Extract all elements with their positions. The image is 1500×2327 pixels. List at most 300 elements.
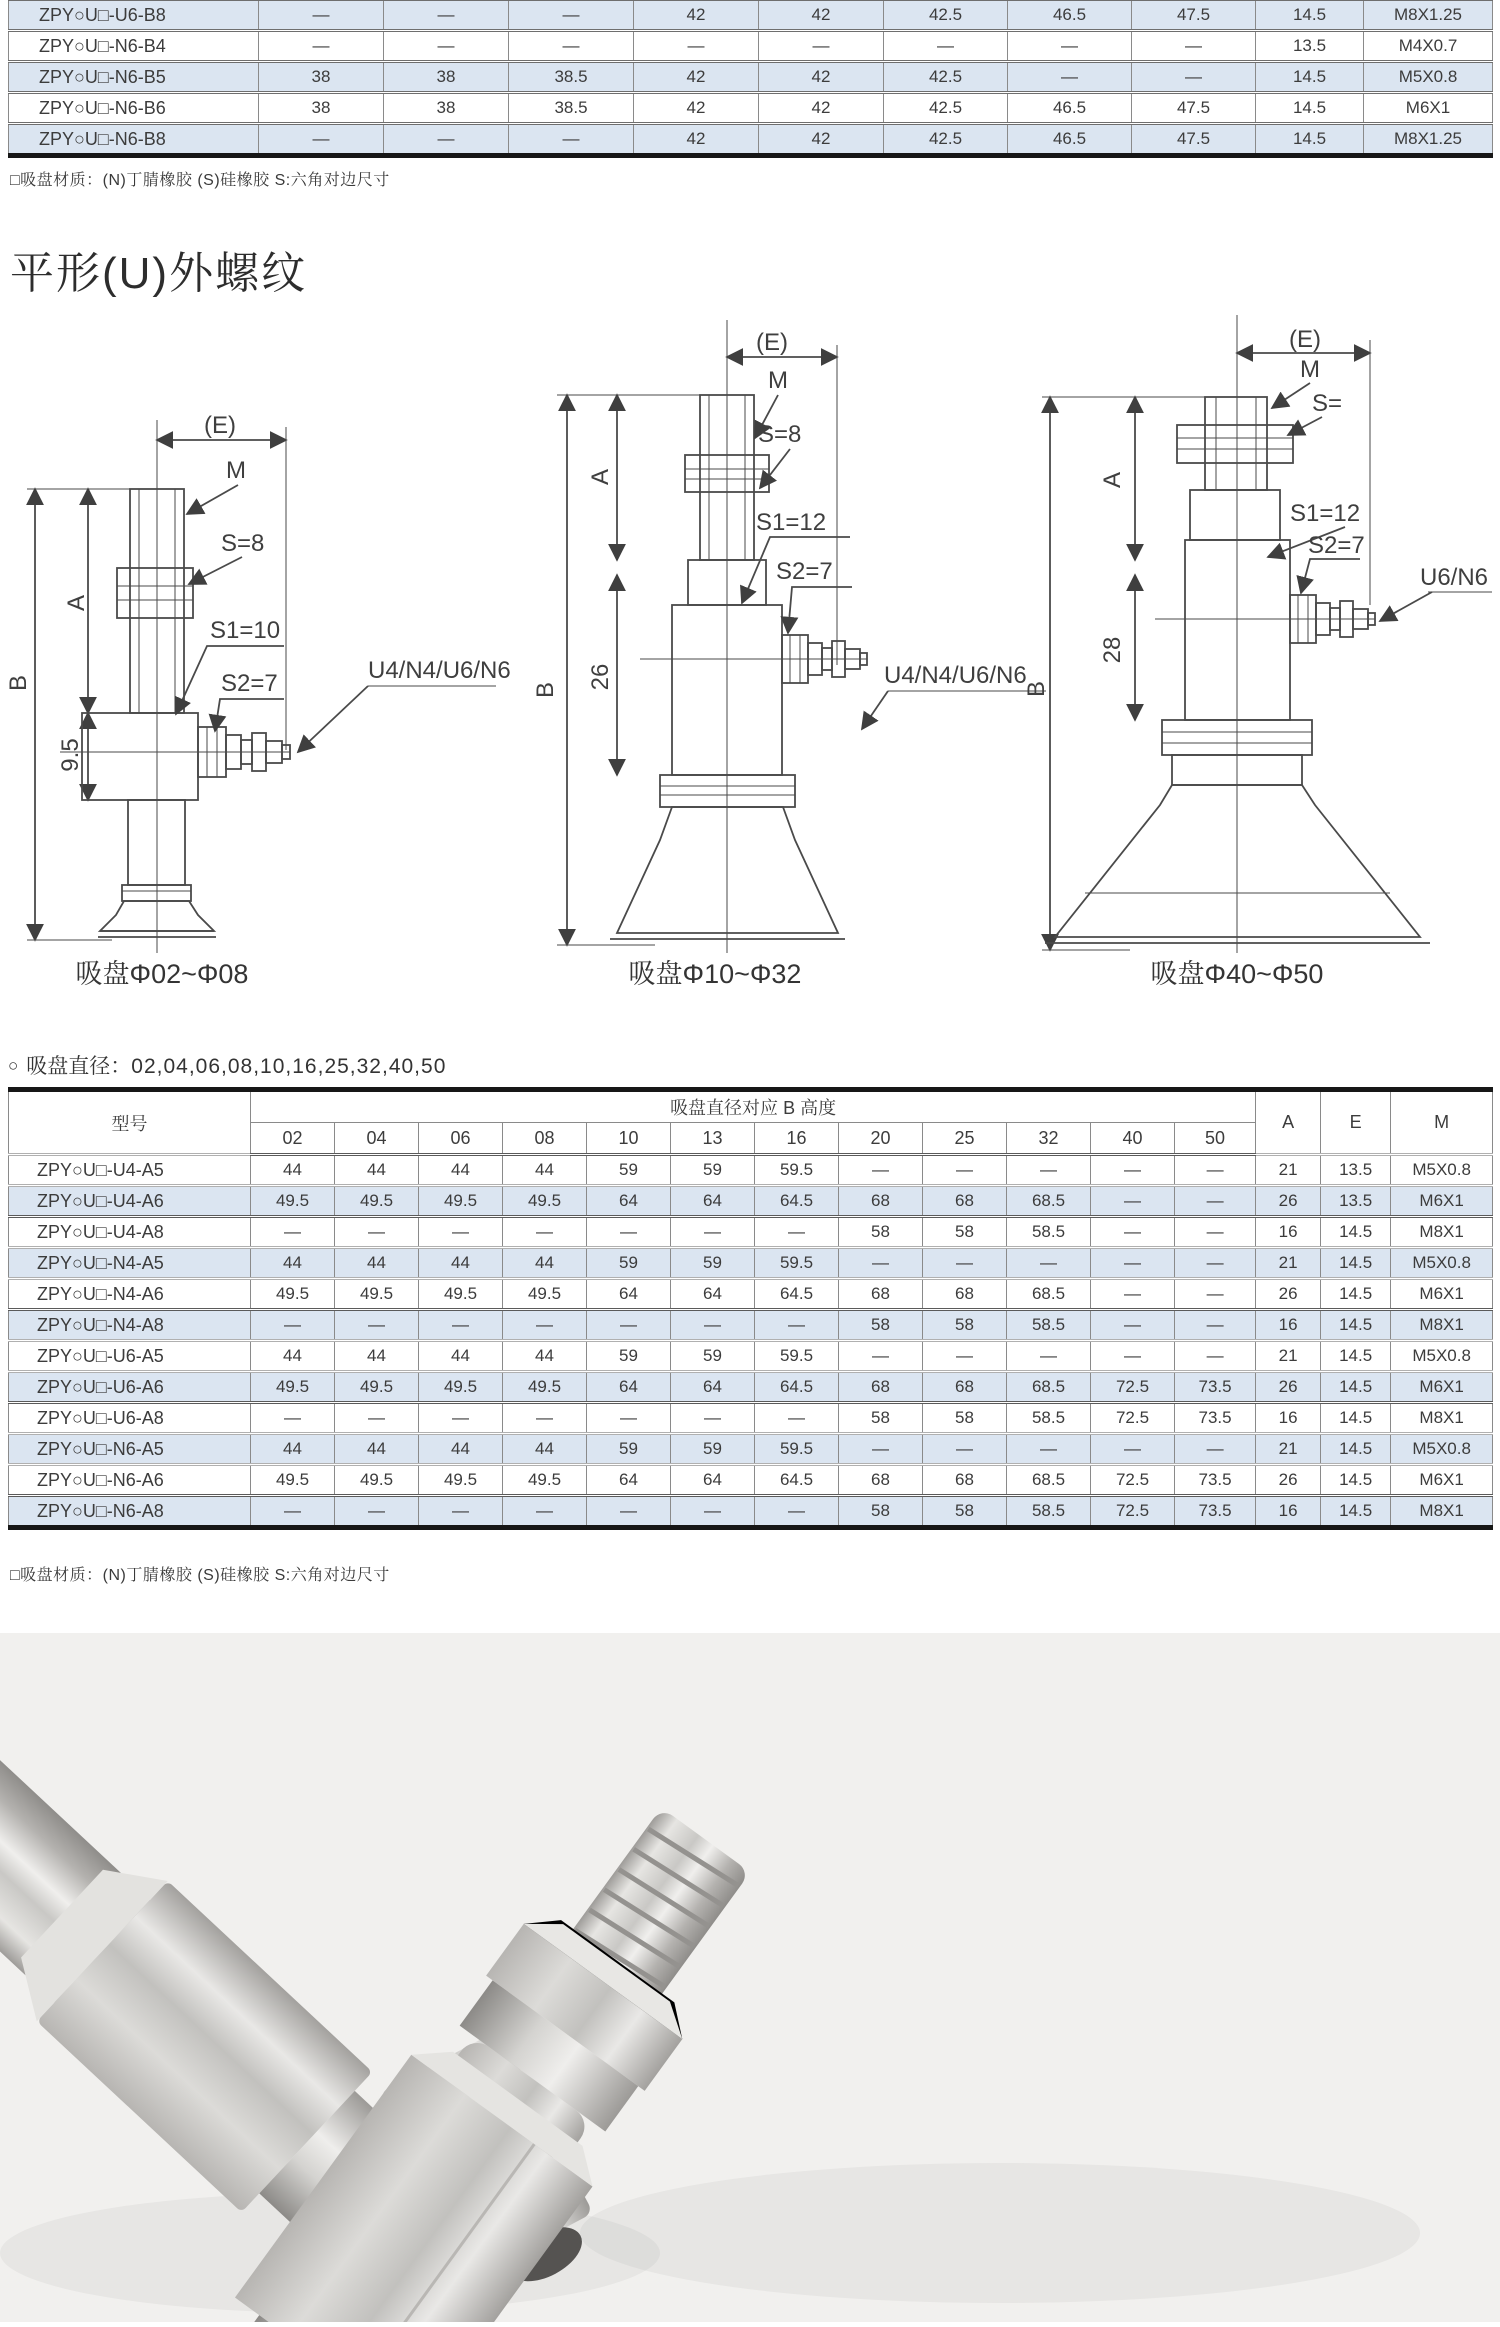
dim-b-label: B	[1023, 680, 1050, 698]
value-cell: 49.5	[251, 1465, 335, 1496]
value-cell: —	[335, 1310, 419, 1341]
value-cell: 64.5	[755, 1465, 839, 1496]
value-cell: 49.5	[335, 1279, 419, 1310]
value-cell: 64.5	[755, 1186, 839, 1217]
col-e-header: E	[1321, 1090, 1391, 1155]
value-cell: 38	[384, 93, 509, 124]
bseries-spec-table	[8, 0, 1493, 158]
value-cell: M6X1	[1391, 1186, 1493, 1217]
value-cell: 42	[759, 124, 884, 156]
value-cell: —	[1007, 1155, 1091, 1186]
model-cell: ZPY○U□-U4-A5	[9, 1155, 251, 1186]
value-cell: —	[1175, 1217, 1256, 1248]
value-cell: —	[384, 0, 509, 31]
value-cell: —	[1175, 1155, 1256, 1186]
value-cell: 44	[503, 1434, 587, 1465]
value-cell: 38.5	[509, 93, 634, 124]
dim-s1-label: S1=10	[210, 617, 281, 644]
value-cell: —	[755, 1310, 839, 1341]
aseries-spec-table	[8, 1087, 1493, 1530]
value-cell: 44	[419, 1155, 503, 1186]
dim-m-label: M	[1300, 356, 1320, 383]
value-cell: —	[1007, 1341, 1091, 1372]
value-cell: —	[259, 31, 384, 62]
value-cell: 44	[251, 1155, 335, 1186]
drawing-caption: 吸盘Φ02~Φ08	[75, 959, 249, 989]
value-cell: 14.5	[1321, 1496, 1391, 1528]
diameter-header: 25	[923, 1123, 1007, 1155]
value-cell: —	[1175, 1279, 1256, 1310]
dim-e-label: (E)	[756, 329, 788, 356]
value-cell: —	[671, 1310, 755, 1341]
value-cell: 42	[634, 62, 759, 93]
value-cell: 73.5	[1175, 1496, 1256, 1528]
value-cell: 59.5	[755, 1155, 839, 1186]
value-cell: —	[755, 1217, 839, 1248]
value-cell: 49.5	[419, 1186, 503, 1217]
diameter-header: 40	[1091, 1123, 1175, 1155]
value-cell: —	[923, 1248, 1007, 1279]
value-cell: 44	[251, 1434, 335, 1465]
value-cell: —	[1175, 1186, 1256, 1217]
drawing-caption: 吸盘Φ40~Φ50	[1150, 959, 1324, 989]
circle-bullet-icon: ○	[8, 1056, 19, 1075]
value-cell: 59	[587, 1434, 671, 1465]
drawing-phi40-phi50	[1042, 315, 1492, 953]
dim-e-label: (E)	[204, 412, 236, 439]
value-cell: 64	[671, 1372, 755, 1403]
value-cell: M5X0.8	[1391, 1434, 1493, 1465]
value-cell: —	[1091, 1434, 1175, 1465]
value-cell: —	[1091, 1217, 1175, 1248]
value-cell: 14.5	[1321, 1248, 1391, 1279]
product-photo	[0, 1633, 1500, 2322]
value-cell: —	[503, 1496, 587, 1528]
value-cell: —	[509, 31, 634, 62]
value-cell: —	[634, 31, 759, 62]
value-cell: M8X1.25	[1364, 124, 1493, 156]
model-cell: ZPY○U□-N4-A8	[9, 1310, 251, 1341]
value-cell: 46.5	[1008, 0, 1132, 31]
value-cell: —	[419, 1496, 503, 1528]
value-cell: 13.5	[1256, 31, 1364, 62]
table-row	[9, 124, 1493, 156]
value-cell: 49.5	[503, 1279, 587, 1310]
dim-m-label: M	[226, 457, 246, 484]
value-cell: 38	[259, 62, 384, 93]
value-cell: M8X1	[1391, 1217, 1493, 1248]
value-cell: —	[671, 1496, 755, 1528]
value-cell: 72.5	[1091, 1403, 1175, 1434]
value-cell: 49.5	[503, 1186, 587, 1217]
value-cell: 44	[503, 1248, 587, 1279]
value-cell: —	[503, 1310, 587, 1341]
value-cell: 42	[634, 93, 759, 124]
value-cell: —	[1007, 1248, 1091, 1279]
value-cell: —	[587, 1310, 671, 1341]
value-cell: 72.5	[1091, 1372, 1175, 1403]
table-row	[9, 1310, 1493, 1341]
diameter-header: 16	[755, 1123, 839, 1155]
value-cell: 42	[634, 124, 759, 156]
value-cell: —	[509, 0, 634, 31]
value-cell: 14.5	[1321, 1217, 1391, 1248]
value-cell: 68	[923, 1465, 1007, 1496]
value-cell: 49.5	[503, 1465, 587, 1496]
value-cell: 44	[503, 1155, 587, 1186]
value-cell: M5X0.8	[1391, 1155, 1493, 1186]
value-cell: 58	[923, 1496, 1007, 1528]
value-cell: —	[1175, 1248, 1256, 1279]
table-row	[9, 1465, 1493, 1496]
value-cell: 21	[1256, 1341, 1321, 1372]
value-cell: —	[251, 1310, 335, 1341]
value-cell: 58.5	[1007, 1217, 1091, 1248]
value-cell: 59	[671, 1155, 755, 1186]
material-note: □吸盘材质：(N)丁腈橡胶 (S)硅橡胶 S:六角对边尺寸	[10, 1567, 390, 1584]
value-cell: 42.5	[884, 124, 1008, 156]
table-row	[9, 1186, 1493, 1217]
value-cell: —	[1008, 31, 1132, 62]
value-cell: —	[419, 1310, 503, 1341]
value-cell: 58.5	[1007, 1310, 1091, 1341]
table-row	[9, 62, 1493, 93]
value-cell: 68	[839, 1279, 923, 1310]
diameter-header: 10	[587, 1123, 671, 1155]
col-model-header: 型号	[9, 1090, 251, 1155]
table-row	[9, 1217, 1493, 1248]
value-cell: 14.5	[1321, 1434, 1391, 1465]
dim-h-label: 9.5	[57, 738, 84, 772]
value-cell: —	[1132, 62, 1256, 93]
value-cell: 64	[587, 1465, 671, 1496]
value-cell: 47.5	[1132, 93, 1256, 124]
value-cell: 14.5	[1321, 1465, 1391, 1496]
value-cell: 64	[587, 1186, 671, 1217]
model-cell: ZPY○U□-U6-A8	[9, 1403, 251, 1434]
value-cell: M8X1.25	[1364, 0, 1493, 31]
value-cell: 44	[335, 1248, 419, 1279]
value-cell: 58	[923, 1310, 1007, 1341]
value-cell: 58	[839, 1403, 923, 1434]
value-cell: —	[839, 1341, 923, 1372]
model-cell: ZPY○U□-N6-B4	[9, 31, 259, 62]
value-cell: —	[1175, 1434, 1256, 1465]
header-row-group	[9, 1090, 1493, 1123]
value-cell: M8X1	[1391, 1310, 1493, 1341]
value-cell: 59	[671, 1434, 755, 1465]
value-cell: M4X0.7	[1364, 31, 1493, 62]
value-cell: 59.5	[755, 1341, 839, 1372]
value-cell: —	[671, 1217, 755, 1248]
table-row	[9, 1403, 1493, 1434]
value-cell: —	[1091, 1279, 1175, 1310]
value-cell: 21	[1256, 1248, 1321, 1279]
value-cell: —	[755, 1496, 839, 1528]
value-cell: M6X1	[1391, 1372, 1493, 1403]
value-cell: 13.5	[1321, 1155, 1391, 1186]
value-cell: 14.5	[1321, 1279, 1391, 1310]
diameter-list	[8, 1050, 446, 1080]
value-cell: 49.5	[335, 1372, 419, 1403]
dim-e-label: (E)	[1289, 326, 1321, 353]
model-cell: ZPY○U□-N6-B5	[9, 62, 259, 93]
value-cell: 16	[1256, 1310, 1321, 1341]
dim-s-label: S=	[1312, 390, 1343, 417]
table-row	[9, 0, 1493, 31]
model-cell: ZPY○U□-N6-B6	[9, 93, 259, 124]
diameter-header: 50	[1175, 1123, 1256, 1155]
diameter-header: 13	[671, 1123, 755, 1155]
value-cell: —	[923, 1341, 1007, 1372]
value-cell: 49.5	[335, 1465, 419, 1496]
value-cell: M6X1	[1364, 93, 1493, 124]
port-label: U4/N4/U6/N6	[368, 657, 511, 684]
model-cell: ZPY○U□-N4-A5	[9, 1248, 251, 1279]
bseries-table-body	[9, 0, 1493, 156]
dim-b-label: B	[532, 681, 559, 699]
value-cell: 44	[503, 1341, 587, 1372]
value-cell: —	[1175, 1341, 1256, 1372]
table-row	[9, 1372, 1493, 1403]
value-cell: 47.5	[1132, 0, 1256, 31]
value-cell: 16	[1256, 1496, 1321, 1528]
col-group-header: 吸盘直径对应 B 高度	[251, 1090, 1256, 1123]
diameter-header: 32	[1007, 1123, 1091, 1155]
dim-s-label: S=8	[758, 421, 802, 448]
value-cell: 59	[671, 1341, 755, 1372]
value-cell: 58	[839, 1217, 923, 1248]
value-cell: 44	[335, 1155, 419, 1186]
value-cell: —	[587, 1217, 671, 1248]
value-cell: —	[923, 1155, 1007, 1186]
value-cell: —	[259, 0, 384, 31]
drawing-phi10-phi32	[557, 320, 1046, 953]
value-cell: —	[1007, 1434, 1091, 1465]
value-cell: 44	[251, 1248, 335, 1279]
value-cell: 64.5	[755, 1372, 839, 1403]
value-cell: 68	[923, 1186, 1007, 1217]
value-cell: 46.5	[1008, 124, 1132, 156]
value-cell: 44	[251, 1341, 335, 1372]
value-cell: 49.5	[419, 1465, 503, 1496]
value-cell: —	[509, 124, 634, 156]
value-cell: —	[839, 1248, 923, 1279]
value-cell: 64	[671, 1465, 755, 1496]
model-cell: ZPY○U□-U4-A8	[9, 1217, 251, 1248]
model-cell: ZPY○U□-N6-B8	[9, 124, 259, 156]
value-cell: 21	[1256, 1155, 1321, 1186]
value-cell: —	[755, 1403, 839, 1434]
model-cell: ZPY○U□-U4-A6	[9, 1186, 251, 1217]
dim-h-label: 28	[1099, 636, 1126, 664]
value-cell: 68.5	[1007, 1279, 1091, 1310]
value-cell: 58.5	[1007, 1496, 1091, 1528]
value-cell: 16	[1256, 1403, 1321, 1434]
model-cell: ZPY○U□-N6-A8	[9, 1496, 251, 1528]
value-cell: 72.5	[1091, 1496, 1175, 1528]
value-cell: 14.5	[1256, 62, 1364, 93]
value-cell: 49.5	[503, 1372, 587, 1403]
dim-s1-label: S1=12	[756, 509, 827, 536]
dim-a-label: A	[587, 468, 614, 486]
value-cell: 42	[759, 62, 884, 93]
value-cell: 14.5	[1321, 1372, 1391, 1403]
value-cell: 44	[419, 1341, 503, 1372]
value-cell: 38.5	[509, 62, 634, 93]
port-label: U6/N6	[1420, 564, 1489, 591]
value-cell: 64	[587, 1279, 671, 1310]
value-cell: 73.5	[1175, 1403, 1256, 1434]
port-label: U4/N4/U6/N6	[884, 662, 1027, 689]
table-row	[9, 1434, 1493, 1465]
value-cell: 68	[839, 1465, 923, 1496]
value-cell: 49.5	[251, 1372, 335, 1403]
diameter-values: 02,04,06,08,10,16,25,32,40,50	[131, 1055, 447, 1078]
value-cell: 58	[839, 1310, 923, 1341]
value-cell: 44	[335, 1434, 419, 1465]
table-row	[9, 1341, 1493, 1372]
value-cell: —	[251, 1496, 335, 1528]
product-photo-svg	[0, 1633, 1500, 2322]
value-cell: 68.5	[1007, 1372, 1091, 1403]
value-cell: 59.5	[755, 1248, 839, 1279]
model-cell: ZPY○U□-U6-A5	[9, 1341, 251, 1372]
value-cell: 58	[839, 1496, 923, 1528]
value-cell: 58.5	[1007, 1403, 1091, 1434]
diameter-header: 08	[503, 1123, 587, 1155]
value-cell: M5X0.8	[1391, 1248, 1493, 1279]
value-cell: —	[1091, 1155, 1175, 1186]
dim-s2-label: S2=7	[221, 670, 278, 697]
value-cell: —	[759, 31, 884, 62]
value-cell: —	[839, 1155, 923, 1186]
model-cell: ZPY○U□-N6-A5	[9, 1434, 251, 1465]
value-cell: 58	[923, 1403, 1007, 1434]
value-cell: M8X1	[1391, 1496, 1493, 1528]
diameter-label: 吸盘直径：	[26, 1055, 132, 1078]
value-cell: 68.5	[1007, 1186, 1091, 1217]
dim-h-label: 26	[587, 663, 614, 691]
model-cell: ZPY○U□-U6-B8	[9, 0, 259, 31]
table-row	[9, 31, 1493, 62]
value-cell: 59	[587, 1155, 671, 1186]
technical-drawings	[0, 305, 1500, 1005]
value-cell: —	[335, 1403, 419, 1434]
value-cell: M6X1	[1391, 1279, 1493, 1310]
col-a-header: A	[1256, 1090, 1321, 1155]
diameter-header: 20	[839, 1123, 923, 1155]
value-cell: —	[335, 1496, 419, 1528]
value-cell: 44	[419, 1248, 503, 1279]
dim-s2-label: S2=7	[776, 558, 833, 585]
drawing-caption: 吸盘Φ10~Φ32	[628, 959, 802, 989]
value-cell: 14.5	[1321, 1403, 1391, 1434]
value-cell: —	[335, 1217, 419, 1248]
value-cell: 46.5	[1008, 93, 1132, 124]
value-cell: M8X1	[1391, 1403, 1493, 1434]
value-cell: 64	[587, 1372, 671, 1403]
value-cell: 68	[923, 1279, 1007, 1310]
value-cell: 64	[671, 1279, 755, 1310]
dim-s-label: S=8	[221, 530, 265, 557]
diameter-header: 06	[419, 1123, 503, 1155]
value-cell: 26	[1256, 1372, 1321, 1403]
model-cell: ZPY○U□-U6-A6	[9, 1372, 251, 1403]
value-cell: 49.5	[419, 1372, 503, 1403]
value-cell: —	[1008, 62, 1132, 93]
table-row	[9, 93, 1493, 124]
value-cell: —	[503, 1217, 587, 1248]
value-cell: —	[1091, 1186, 1175, 1217]
value-cell: 49.5	[251, 1186, 335, 1217]
drawings-svg	[0, 305, 1500, 1005]
value-cell: —	[251, 1217, 335, 1248]
value-cell: M5X0.8	[1391, 1341, 1493, 1372]
value-cell: 64	[671, 1186, 755, 1217]
value-cell: M5X0.8	[1364, 62, 1493, 93]
value-cell: 38	[384, 62, 509, 93]
value-cell: 42	[759, 0, 884, 31]
dim-s1-label: S1=12	[1290, 500, 1361, 527]
drawing-phi02-phi08-labels	[5, 412, 511, 989]
value-cell: 26	[1256, 1279, 1321, 1310]
value-cell: 58	[923, 1217, 1007, 1248]
value-cell: 49.5	[419, 1279, 503, 1310]
value-cell: —	[587, 1496, 671, 1528]
value-cell: 68.5	[1007, 1465, 1091, 1496]
value-cell: 73.5	[1175, 1465, 1256, 1496]
value-cell: —	[384, 31, 509, 62]
value-cell: 14.5	[1321, 1310, 1391, 1341]
value-cell: 14.5	[1256, 124, 1364, 156]
material-note: □吸盘材质：(N)丁腈橡胶 (S)硅橡胶 S:六角对边尺寸	[10, 172, 390, 189]
value-cell: 64.5	[755, 1279, 839, 1310]
value-cell: 14.5	[1321, 1341, 1391, 1372]
aseries-table-body	[9, 1155, 1493, 1528]
table-row	[9, 1248, 1493, 1279]
value-cell: 73.5	[1175, 1372, 1256, 1403]
value-cell: —	[1175, 1310, 1256, 1341]
value-cell: —	[503, 1403, 587, 1434]
dim-a-label: A	[63, 594, 90, 612]
value-cell: 59	[587, 1248, 671, 1279]
diameter-header: 02	[251, 1123, 335, 1155]
value-cell: 42.5	[884, 0, 1008, 31]
value-cell: —	[1091, 1341, 1175, 1372]
value-cell: 68	[923, 1372, 1007, 1403]
value-cell: 68	[839, 1372, 923, 1403]
table-row	[9, 1155, 1493, 1186]
dim-s2-label: S2=7	[1308, 532, 1365, 559]
value-cell: 16	[1256, 1217, 1321, 1248]
value-cell: 44	[335, 1341, 419, 1372]
value-cell: 38	[259, 93, 384, 124]
dim-a-label: A	[1099, 471, 1126, 489]
value-cell: —	[1091, 1248, 1175, 1279]
value-cell: 72.5	[1091, 1465, 1175, 1496]
value-cell: 44	[419, 1434, 503, 1465]
value-cell: 42	[634, 0, 759, 31]
value-cell: 14.5	[1256, 93, 1364, 124]
value-cell: 14.5	[1256, 0, 1364, 31]
value-cell: —	[587, 1403, 671, 1434]
value-cell: 42	[759, 93, 884, 124]
section-heading: 平形(U)外螺纹	[10, 249, 308, 298]
dim-b-label: B	[5, 674, 32, 692]
value-cell: —	[923, 1434, 1007, 1465]
aseries-table-header	[9, 1090, 1493, 1155]
